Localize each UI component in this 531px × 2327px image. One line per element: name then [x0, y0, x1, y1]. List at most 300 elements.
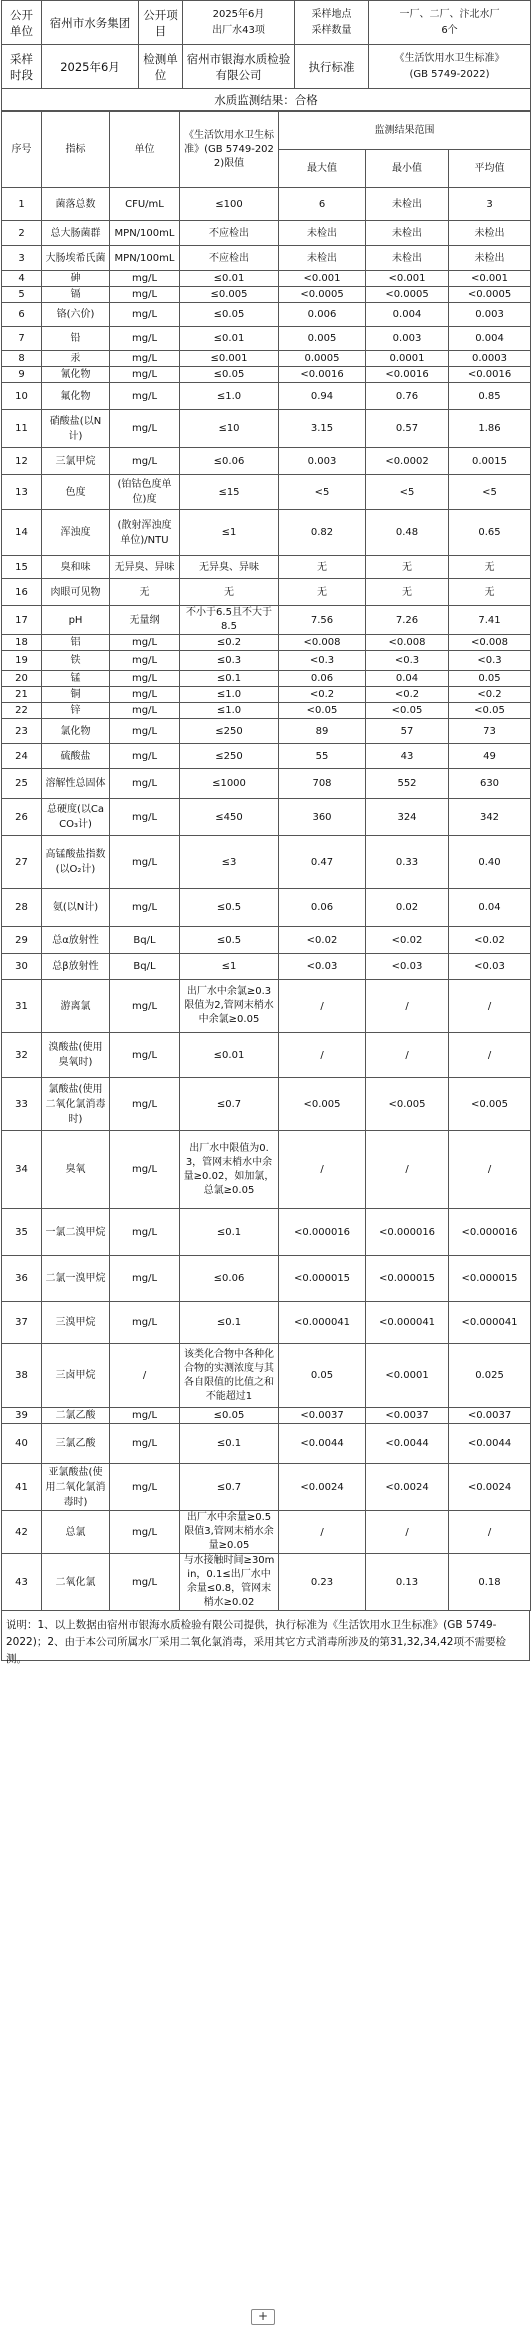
cell-no: 42 [2, 1511, 42, 1554]
cell-min: <0.008 [366, 635, 449, 651]
cell-limit: ≤0.06 [180, 448, 279, 475]
table-row [2, 383, 531, 410]
cell-no: 1 [2, 188, 42, 221]
cell-unit: mg/L [110, 1131, 180, 1209]
cell-no: 32 [2, 1033, 42, 1078]
cell-max: / [279, 980, 366, 1033]
cell-limit: ≤0.3 [180, 651, 279, 671]
cell-indicator: 硝酸盐(以N计) [42, 410, 110, 448]
cell-no: 36 [2, 1256, 42, 1302]
cell-min: <0.001 [366, 271, 449, 287]
cell-avg: 73 [449, 719, 531, 744]
table-row [2, 980, 531, 1033]
cell-limit: ≤250 [180, 744, 279, 769]
cell-max: <0.3 [279, 651, 366, 671]
table-row [2, 703, 531, 719]
cell-min: / [366, 1131, 449, 1209]
cell-avg: 0.0015 [449, 448, 531, 475]
cell-min: <0.3 [366, 651, 449, 671]
cell-unit: mg/L [110, 799, 180, 836]
sampling-period-value: 2025年6月 [42, 45, 139, 89]
cell-limit: ≤0.05 [180, 303, 279, 327]
cell-limit: ≤0.5 [180, 927, 279, 954]
cell-avg: 630 [449, 769, 531, 799]
cell-no: 21 [2, 687, 42, 703]
cell-limit: ≤1.0 [180, 703, 279, 719]
cell-max: / [279, 1033, 366, 1078]
cell-max: <0.008 [279, 635, 366, 651]
cell-min: <0.005 [366, 1078, 449, 1131]
table-row [2, 651, 531, 671]
cell-no: 40 [2, 1424, 42, 1464]
cell-unit: mg/L [110, 635, 180, 651]
cell-unit: mg/L [110, 836, 180, 889]
header-table [1, 0, 531, 111]
cell-max: <0.000015 [279, 1256, 366, 1302]
standard-code: (GB 5749-2022) [409, 68, 490, 80]
cell-limit: ≤0.5 [180, 889, 279, 927]
cell-indicator: 硫酸盐 [42, 744, 110, 769]
cell-limit: ≤1.0 [180, 687, 279, 703]
cell-limit: ≤0.06 [180, 1256, 279, 1302]
cell-limit: ≤3 [180, 836, 279, 889]
cell-indicator: 二氧化氯 [42, 1554, 110, 1611]
cell-max: 0.006 [279, 303, 366, 327]
cell-min: <0.0001 [366, 1344, 449, 1408]
cell-min: / [366, 980, 449, 1033]
cell-limit: ≤0.01 [180, 1033, 279, 1078]
table-row [2, 448, 531, 475]
cell-max: 89 [279, 719, 366, 744]
sampling-site-label-1: 采样地点 [311, 8, 352, 20]
cell-min: 43 [366, 744, 449, 769]
publish-unit-label: 公开单位 [2, 1, 42, 45]
cell-min: <5 [366, 475, 449, 510]
cell-avg: 0.0003 [449, 351, 531, 367]
cell-min: 未检出 [366, 246, 449, 271]
cell-no: 43 [2, 1554, 42, 1611]
cell-indicator: 游离氯 [42, 980, 110, 1033]
testing-unit-value: 宿州市银海水质检验有限公司 [183, 45, 295, 89]
cell-indicator: 总硬度(以CaCO₃计) [42, 799, 110, 836]
cell-no: 28 [2, 889, 42, 927]
cell-avg: 未检出 [449, 221, 531, 246]
cell-avg: 未检出 [449, 246, 531, 271]
cell-unit: / [110, 1344, 180, 1408]
cell-limit: ≤0.1 [180, 671, 279, 687]
table-row [2, 327, 531, 351]
cell-min: <0.0037 [366, 1408, 449, 1424]
col-unit-header: 单位 [110, 112, 180, 188]
cell-min: <0.000041 [366, 1302, 449, 1344]
cell-min: 0.76 [366, 383, 449, 410]
table-row [2, 1424, 531, 1464]
cell-max: <0.0037 [279, 1408, 366, 1424]
cell-indicator: 氯酸盐(使用二氧化氯消毒时) [42, 1078, 110, 1131]
cell-unit: 无量纲 [110, 606, 180, 635]
cell-limit: 不小于6.5且不大于8.5 [180, 606, 279, 635]
cell-max: <0.2 [279, 687, 366, 703]
cell-max: / [279, 1511, 366, 1554]
cell-max: 0.06 [279, 671, 366, 687]
table-row [2, 1554, 531, 1611]
table-row [2, 927, 531, 954]
cell-max: <0.0024 [279, 1464, 366, 1511]
cell-limit: ≤450 [180, 799, 279, 836]
cell-indicator: 总氯 [42, 1511, 110, 1554]
cell-unit: 无异臭、异味 [110, 556, 180, 579]
cell-no: 12 [2, 448, 42, 475]
table-row [2, 246, 531, 271]
cell-unit: mg/L [110, 889, 180, 927]
expand-button[interactable]: + [251, 2309, 275, 2325]
cell-no: 2 [2, 221, 42, 246]
cell-no: 3 [2, 246, 42, 271]
cell-indicator: 总β放射性 [42, 954, 110, 980]
cell-max: 0.005 [279, 327, 366, 351]
cell-no: 19 [2, 651, 42, 671]
cell-limit: ≤1.0 [180, 383, 279, 410]
cell-min: 0.33 [366, 836, 449, 889]
cell-indicator: 高锰酸盐指数(以O₂计) [42, 836, 110, 889]
cell-no: 38 [2, 1344, 42, 1408]
table-row [2, 954, 531, 980]
cell-min: 无 [366, 579, 449, 606]
cell-indicator: 溶解性总固体 [42, 769, 110, 799]
cell-unit: mg/L [110, 367, 180, 383]
cell-avg: <5 [449, 475, 531, 510]
cell-max: <0.03 [279, 954, 366, 980]
cell-max: 无 [279, 556, 366, 579]
cell-min: 324 [366, 799, 449, 836]
header-row-2 [2, 45, 531, 89]
table-row [2, 1033, 531, 1078]
cell-avg: 0.85 [449, 383, 531, 410]
cell-unit: MPN/100mL [110, 221, 180, 246]
publish-item-value [183, 1, 295, 45]
cell-avg: <0.0016 [449, 367, 531, 383]
cell-limit: 无异臭、异味 [180, 556, 279, 579]
cell-no: 8 [2, 351, 42, 367]
results-body [2, 188, 531, 1611]
cell-unit: mg/L [110, 1256, 180, 1302]
cell-indicator: 锰 [42, 671, 110, 687]
cell-limit: ≤0.2 [180, 635, 279, 651]
cell-unit: mg/L [110, 410, 180, 448]
cell-unit: mg/L [110, 769, 180, 799]
cell-indicator: 铬(六价) [42, 303, 110, 327]
cell-min: 0.04 [366, 671, 449, 687]
cell-max: 6 [279, 188, 366, 221]
cell-unit: mg/L [110, 351, 180, 367]
cell-indicator: 臭氧 [42, 1131, 110, 1209]
cell-max: <5 [279, 475, 366, 510]
cell-max: <0.000041 [279, 1302, 366, 1344]
table-row [2, 556, 531, 579]
table-row [2, 1078, 531, 1131]
sampling-plants: 一厂、二厂、汴北水厂 [399, 8, 500, 20]
cell-min: 57 [366, 719, 449, 744]
cell-indicator: 氰化物 [42, 367, 110, 383]
cell-limit: ≤0.001 [180, 351, 279, 367]
cell-limit: ≤0.05 [180, 1408, 279, 1424]
cell-no: 30 [2, 954, 42, 980]
table-row [2, 799, 531, 836]
cell-unit: mg/L [110, 1209, 180, 1256]
cell-limit: 该类化合物中各种化合物的实测浓度与其各自限值的比值之和不能超过1 [180, 1344, 279, 1408]
cell-indicator: 三氯甲烷 [42, 448, 110, 475]
cell-indicator: 镉 [42, 287, 110, 303]
cell-unit: Bq/L [110, 954, 180, 980]
cell-indicator: 氨(以N计) [42, 889, 110, 927]
cell-max: 0.003 [279, 448, 366, 475]
cell-avg: <0.000015 [449, 1256, 531, 1302]
table-row [2, 1209, 531, 1256]
cell-indicator: 色度 [42, 475, 110, 510]
table-row [2, 1464, 531, 1511]
cell-avg: 0.40 [449, 836, 531, 889]
cell-unit: mg/L [110, 980, 180, 1033]
cell-unit: mg/L [110, 1424, 180, 1464]
table-row [2, 687, 531, 703]
cell-no: 24 [2, 744, 42, 769]
table-row [2, 889, 531, 927]
cell-min: <0.0005 [366, 287, 449, 303]
cell-min: <0.2 [366, 687, 449, 703]
cell-limit: 出厂水中余量≥0.5限值3,管网末梢水余量≥0.05 [180, 1511, 279, 1554]
cell-avg: <0.0044 [449, 1424, 531, 1464]
cell-no: 7 [2, 327, 42, 351]
cell-max: 0.82 [279, 510, 366, 556]
cell-unit: mg/L [110, 383, 180, 410]
cell-max: <0.0016 [279, 367, 366, 383]
cell-indicator: 铁 [42, 651, 110, 671]
cell-indicator: 总α放射性 [42, 927, 110, 954]
cell-avg: 0.65 [449, 510, 531, 556]
cell-unit: mg/L [110, 651, 180, 671]
cell-indicator: 二氯一溴甲烷 [42, 1256, 110, 1302]
cell-min: 0.57 [366, 410, 449, 448]
cell-avg: / [449, 1511, 531, 1554]
cell-min: 无 [366, 556, 449, 579]
cell-avg: <0.05 [449, 703, 531, 719]
cell-avg: 0.004 [449, 327, 531, 351]
cell-min: 0.0001 [366, 351, 449, 367]
cell-indicator: 臭和味 [42, 556, 110, 579]
cell-min: 0.004 [366, 303, 449, 327]
table-row [2, 287, 531, 303]
cell-max: <0.02 [279, 927, 366, 954]
cell-unit: mg/L [110, 303, 180, 327]
cell-max: 0.47 [279, 836, 366, 889]
cell-max: 未检出 [279, 221, 366, 246]
cell-indicator: 浑浊度 [42, 510, 110, 556]
cell-no: 25 [2, 769, 42, 799]
table-row [2, 1344, 531, 1408]
sampling-site-label [295, 1, 369, 45]
cell-no: 14 [2, 510, 42, 556]
cell-max: 未检出 [279, 246, 366, 271]
cell-max: 无 [279, 579, 366, 606]
cell-avg: 0.003 [449, 303, 531, 327]
summary-row [2, 89, 531, 111]
cell-indicator: 三卤甲烷 [42, 1344, 110, 1408]
cell-max: 0.05 [279, 1344, 366, 1408]
cell-avg: / [449, 980, 531, 1033]
table-row [2, 1408, 531, 1424]
cell-no: 13 [2, 475, 42, 510]
cell-unit: MPN/100mL [110, 246, 180, 271]
cell-unit: mg/L [110, 703, 180, 719]
cell-avg: <0.0037 [449, 1408, 531, 1424]
cell-max: <0.005 [279, 1078, 366, 1131]
cell-limit: ≤0.7 [180, 1078, 279, 1131]
cell-indicator: 溴酸盐(使用臭氧时) [42, 1033, 110, 1078]
cell-min: <0.03 [366, 954, 449, 980]
cell-unit: mg/L [110, 1464, 180, 1511]
cell-avg: <0.0024 [449, 1464, 531, 1511]
table-row [2, 271, 531, 287]
standard-name: 《生活饮用水卫生标准》 [394, 52, 505, 64]
cell-avg: <0.3 [449, 651, 531, 671]
cell-indicator: 锌 [42, 703, 110, 719]
cell-no: 34 [2, 1131, 42, 1209]
cell-unit: mg/L [110, 448, 180, 475]
cell-limit: ≤0.1 [180, 1302, 279, 1344]
cell-avg: <0.2 [449, 687, 531, 703]
cell-indicator: 三氯乙酸 [42, 1424, 110, 1464]
cell-avg: 3 [449, 188, 531, 221]
cell-unit: mg/L [110, 1554, 180, 1611]
table-row [2, 836, 531, 889]
table-row [2, 1256, 531, 1302]
col-no-header: 序号 [2, 112, 42, 188]
cell-avg: <0.0005 [449, 287, 531, 303]
cell-limit: ≤0.1 [180, 1209, 279, 1256]
cell-no: 17 [2, 606, 42, 635]
cell-avg: <0.02 [449, 927, 531, 954]
sampling-site-label-2: 采样数量 [311, 24, 352, 36]
table-row [2, 606, 531, 635]
publish-month: 2025年6月 [212, 8, 265, 20]
cell-max: <0.000016 [279, 1209, 366, 1256]
cell-unit: mg/L [110, 327, 180, 351]
cell-limit: 不应检出 [180, 221, 279, 246]
cell-min: <0.02 [366, 927, 449, 954]
table-row [2, 510, 531, 556]
cell-min: <0.0016 [366, 367, 449, 383]
cell-no: 31 [2, 980, 42, 1033]
cell-avg: / [449, 1131, 531, 1209]
cell-no: 41 [2, 1464, 42, 1511]
cell-no: 9 [2, 367, 42, 383]
cell-max: <0.05 [279, 703, 366, 719]
cell-unit: 无 [110, 579, 180, 606]
cell-limit: ≤10 [180, 410, 279, 448]
cell-max: 55 [279, 744, 366, 769]
cell-max: 360 [279, 799, 366, 836]
cell-min: / [366, 1033, 449, 1078]
table-row [2, 579, 531, 606]
cell-limit: ≤0.05 [180, 367, 279, 383]
cell-avg: <0.005 [449, 1078, 531, 1131]
cell-limit: ≤1000 [180, 769, 279, 799]
table-row [2, 221, 531, 246]
cell-indicator: 铜 [42, 687, 110, 703]
table-row [2, 1302, 531, 1344]
cell-unit: (铂钴色度单位)度 [110, 475, 180, 510]
cell-indicator: 菌落总数 [42, 188, 110, 221]
item-count: 出厂水43项 [212, 24, 265, 36]
table-row [2, 1511, 531, 1554]
cell-min: 552 [366, 769, 449, 799]
cell-indicator: 肉眼可见物 [42, 579, 110, 606]
sampling-count: 6个 [441, 24, 458, 36]
cell-max: 7.56 [279, 606, 366, 635]
cell-max: <0.0005 [279, 287, 366, 303]
cell-limit: ≤15 [180, 475, 279, 510]
cell-max: 0.06 [279, 889, 366, 927]
cell-min: <0.0002 [366, 448, 449, 475]
cell-min: 7.26 [366, 606, 449, 635]
cell-min: 0.02 [366, 889, 449, 927]
cell-limit: ≤0.1 [180, 1424, 279, 1464]
cell-limit: ≤1 [180, 954, 279, 980]
cell-no: 26 [2, 799, 42, 836]
col-limit-header: 《生活饮用水卫生标准》(GB 5749-2022)限值 [180, 112, 279, 188]
cell-indicator: 二氯乙酸 [42, 1408, 110, 1424]
cell-max: 0.0005 [279, 351, 366, 367]
cell-unit: mg/L [110, 1078, 180, 1131]
cell-indicator: 铅 [42, 327, 110, 351]
cell-no: 15 [2, 556, 42, 579]
cell-limit: 与水接触时间≥30min，0.1≤出厂水中余量≤0.8，管网末梢水≥0.02 [180, 1554, 279, 1611]
cell-avg: 无 [449, 556, 531, 579]
cell-no: 39 [2, 1408, 42, 1424]
table-header-row-1 [2, 112, 531, 150]
cell-no: 20 [2, 671, 42, 687]
cell-avg: / [449, 1033, 531, 1078]
table-row [2, 671, 531, 687]
cell-limit: ≤0.01 [180, 327, 279, 351]
cell-max: / [279, 1131, 366, 1209]
cell-min: 未检出 [366, 221, 449, 246]
table-row [2, 635, 531, 651]
col-max-header: 最大值 [279, 150, 366, 188]
cell-max: 0.23 [279, 1554, 366, 1611]
cell-no: 23 [2, 719, 42, 744]
cell-min: 0.13 [366, 1554, 449, 1611]
cell-limit: 出厂水中限值为0.3，管网末梢水中余量≥0.02，如加氯，总氯≥0.05 [180, 1131, 279, 1209]
cell-max: <0.0044 [279, 1424, 366, 1464]
cell-unit: mg/L [110, 1033, 180, 1078]
cell-unit: mg/L [110, 271, 180, 287]
cell-indicator: 一氯二溴甲烷 [42, 1209, 110, 1256]
cell-no: 6 [2, 303, 42, 327]
cell-avg: 7.41 [449, 606, 531, 635]
cell-limit: ≤0.005 [180, 287, 279, 303]
cell-indicator: 亚氯酸盐(使用二氧化氯消毒时) [42, 1464, 110, 1511]
cell-indicator: 大肠埃希氏菌 [42, 246, 110, 271]
cell-avg: 49 [449, 744, 531, 769]
cell-avg: <0.03 [449, 954, 531, 980]
testing-unit-label: 检测单位 [139, 45, 183, 89]
cell-avg: 1.86 [449, 410, 531, 448]
cell-indicator: 三溴甲烷 [42, 1302, 110, 1344]
cell-limit: 无 [180, 579, 279, 606]
notes: 说明：1、以上数据由宿州市银海水质检验有限公司提供，执行标准为《生活饮用水卫生标准》(GB 5749-2022)；2、由于本公司所属水厂采用二氧化氯消毒，采用其它方式消毒所涉及的第31,32,34,42项不需要检测。 [1, 1611, 530, 1661]
cell-no: 37 [2, 1302, 42, 1344]
